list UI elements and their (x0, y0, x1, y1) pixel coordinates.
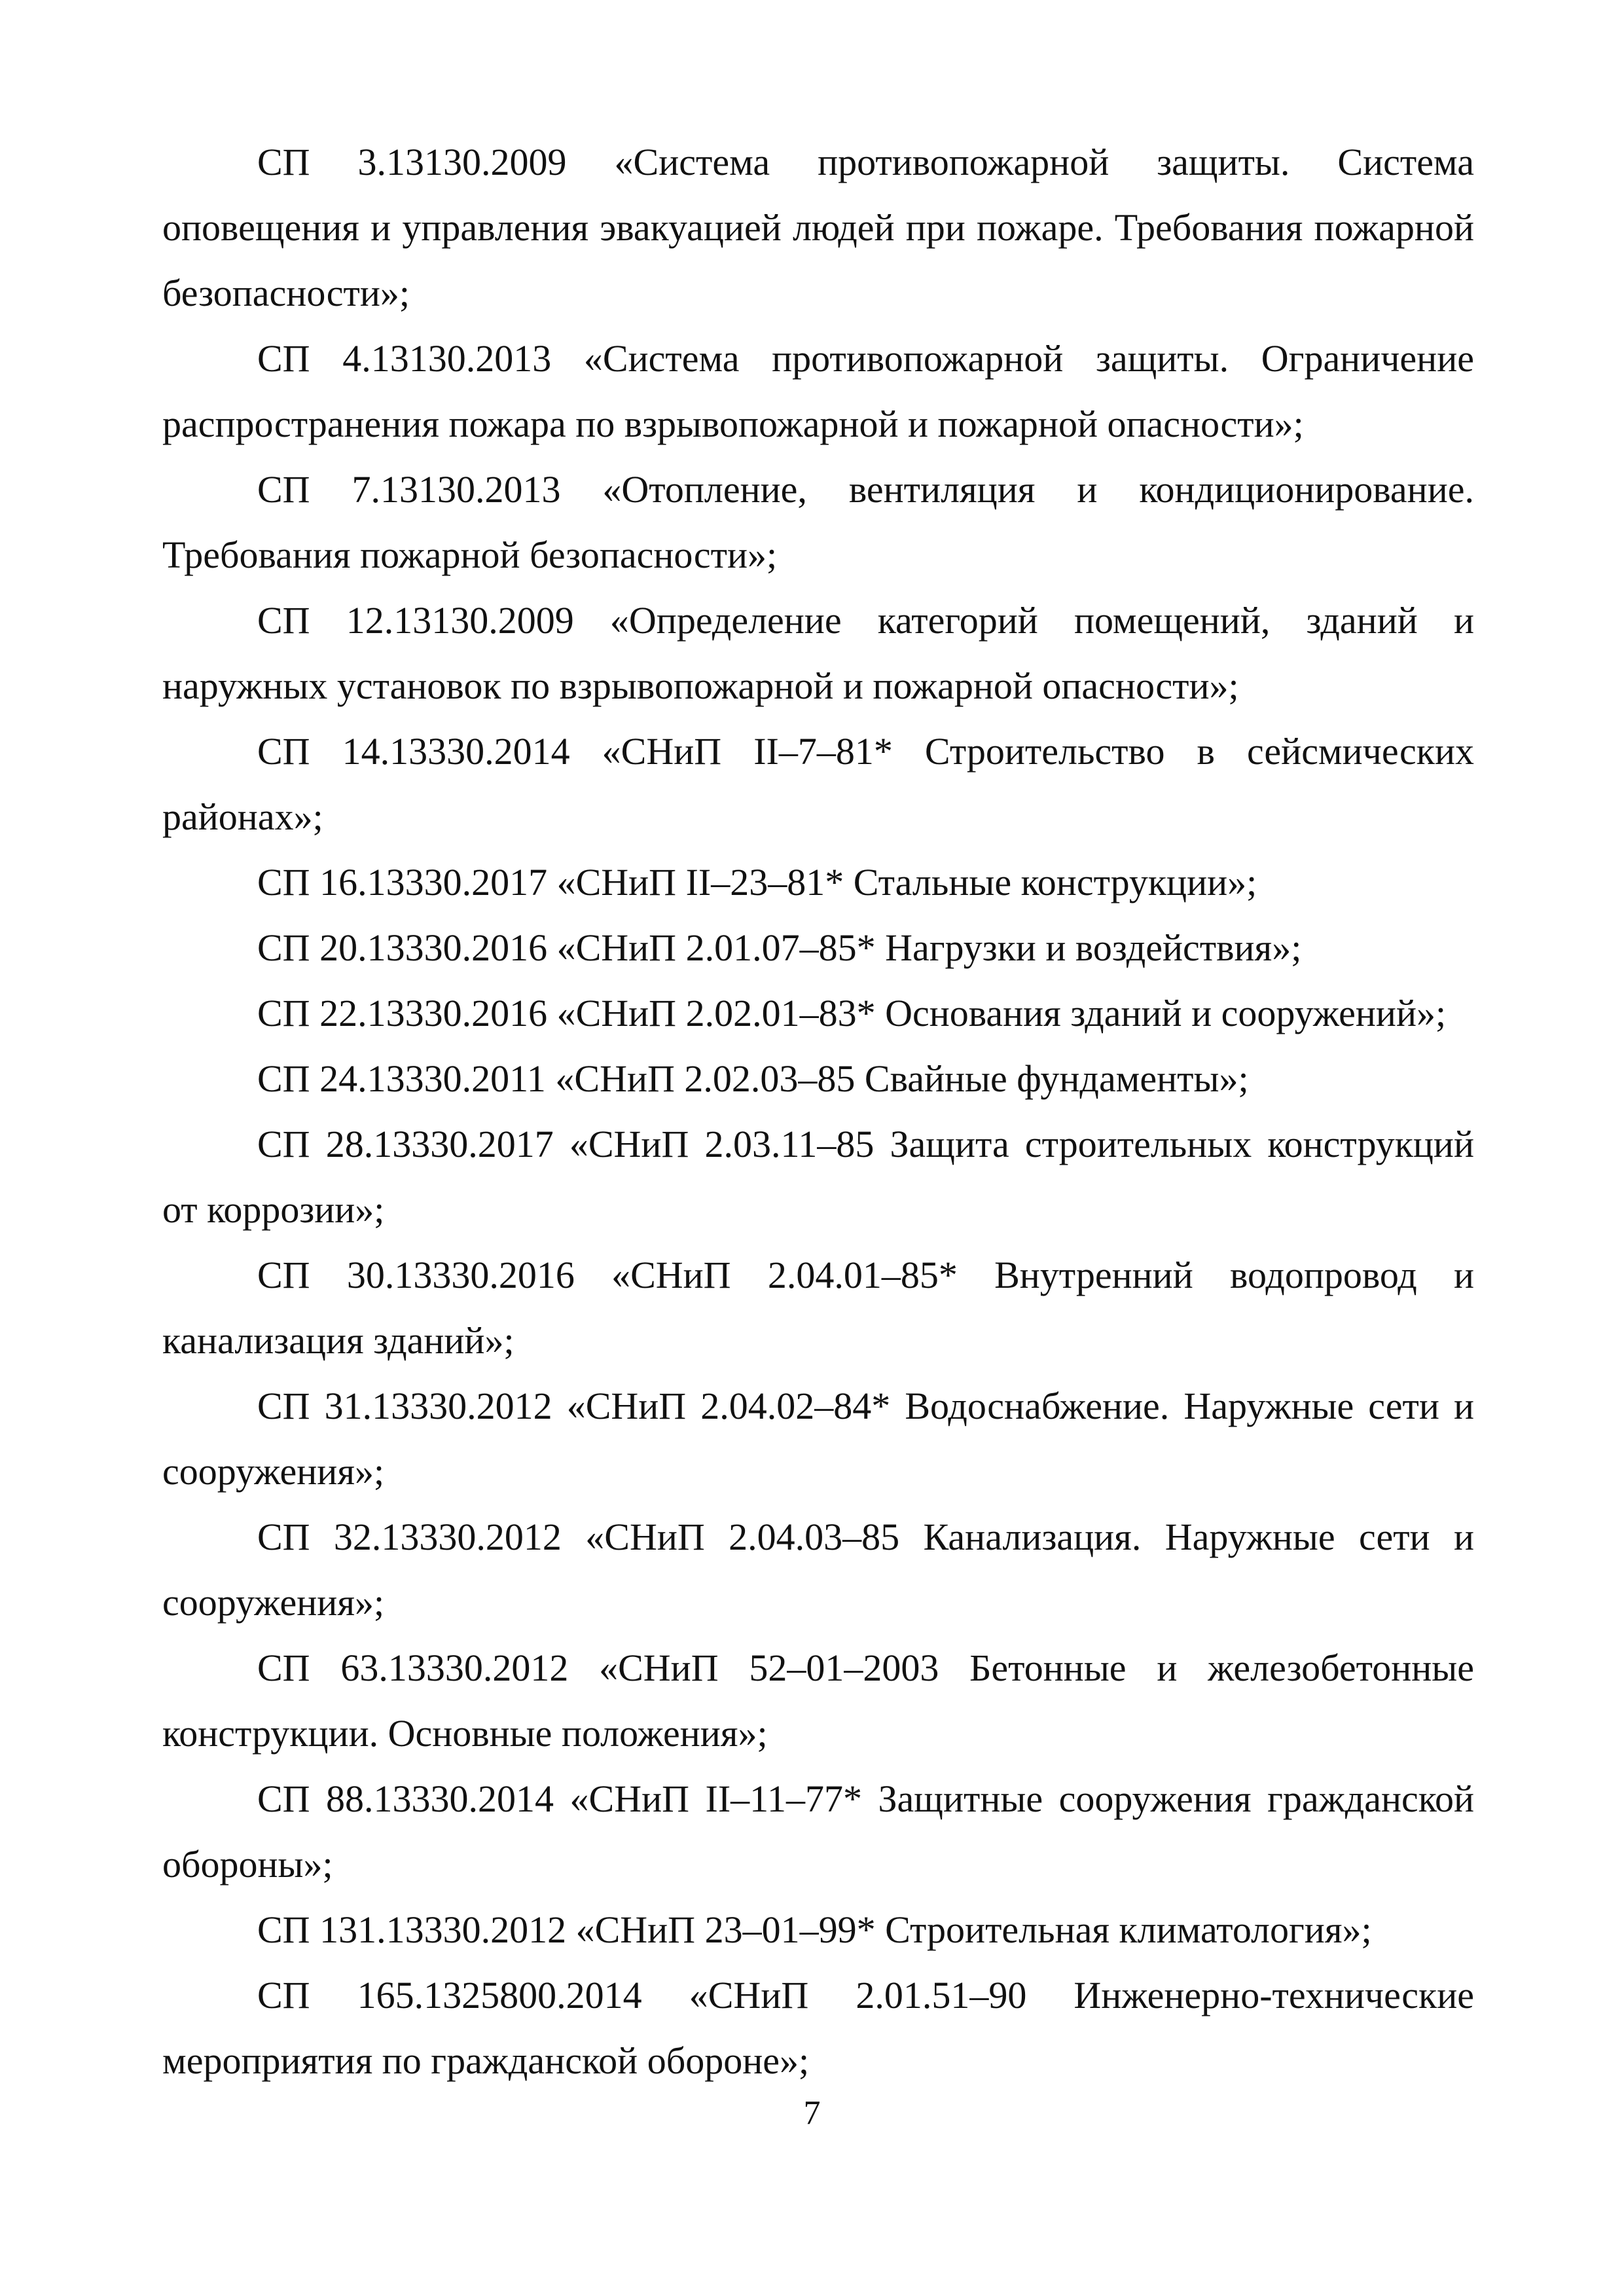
reference-entry: СП 32.13330.2012 «СНиП 2.04.03–85 Канализация. Наружные сети и сооружения»; (162, 1516, 1474, 1624)
reference-entry: СП 20.13330.2016 «СНиП 2.01.07–85* Нагрузки и воздействия»; (257, 926, 1302, 969)
reference-entry: СП 131.13330.2012 «СНиП 23–01–99* Строительная климатология»; (257, 1908, 1372, 1951)
reference-entry: СП 88.13330.2014 «СНиП II–11–77* Защитные сооружения гражданской обороны»; (162, 1777, 1474, 1886)
reference-entry: СП 63.13330.2012 «СНиП 52–01–2003 Бетонные и железобетонные конструкции. Основные положения»; (162, 1647, 1474, 1755)
reference-entry: СП 31.13330.2012 «СНиП 2.04.02–84* Водоснабжение. Наружные сети и сооружения»; (162, 1385, 1474, 1493)
references-list (162, 130, 1474, 2094)
reference-entry: СП 3.13130.2009 «Система противопожарной защиты. Система оповещения и управления эвакуацией людей при пожаре. Требования пожарной безопасности»; (162, 141, 1474, 314)
reference-entry: СП 30.13330.2016 «СНиП 2.04.01–85* Внутренний водопровод и канализация зданий»; (162, 1254, 1474, 1362)
reference-entry: СП 28.13330.2017 «СНиП 2.03.11–85 Защита строительных конструкций от коррозии»; (162, 1123, 1474, 1231)
reference-entry: СП 22.13330.2016 «СНиП 2.02.01–83* Основания зданий и сооружений»; (257, 992, 1447, 1034)
reference-entry: СП 24.13330.2011 «СНиП 2.02.03–85 Свайные фундаменты»; (257, 1057, 1249, 1100)
reference-entry: СП 7.13130.2013 «Отопление, вентиляция и кондиционирование. Требования пожарной безопасности»; (162, 468, 1474, 576)
reference-entry: СП 4.13130.2013 «Система противопожарной защиты. Ограничение распространения пожара по взрывопожарной и пожарной опасности»; (162, 337, 1474, 445)
reference-entry: СП 12.13130.2009 «Определение категорий помещений, зданий и наружных установок по взрывопожарной и пожарной опасности»; (162, 599, 1474, 707)
reference-entry: СП 14.13330.2014 «СНиП II–7–81* Строительство в сейсмических районах»; (162, 730, 1474, 838)
reference-entry: СП 16.13330.2017 «СНиП II–23–81* Стальные конструкции»; (257, 861, 1257, 903)
page-number: 7 (803, 2094, 821, 2132)
reference-entry: СП 165.1325800.2014 «СНиП 2.01.51–90 Инженерно-технические мероприятия по гражданской обороне»; (162, 1974, 1474, 2082)
